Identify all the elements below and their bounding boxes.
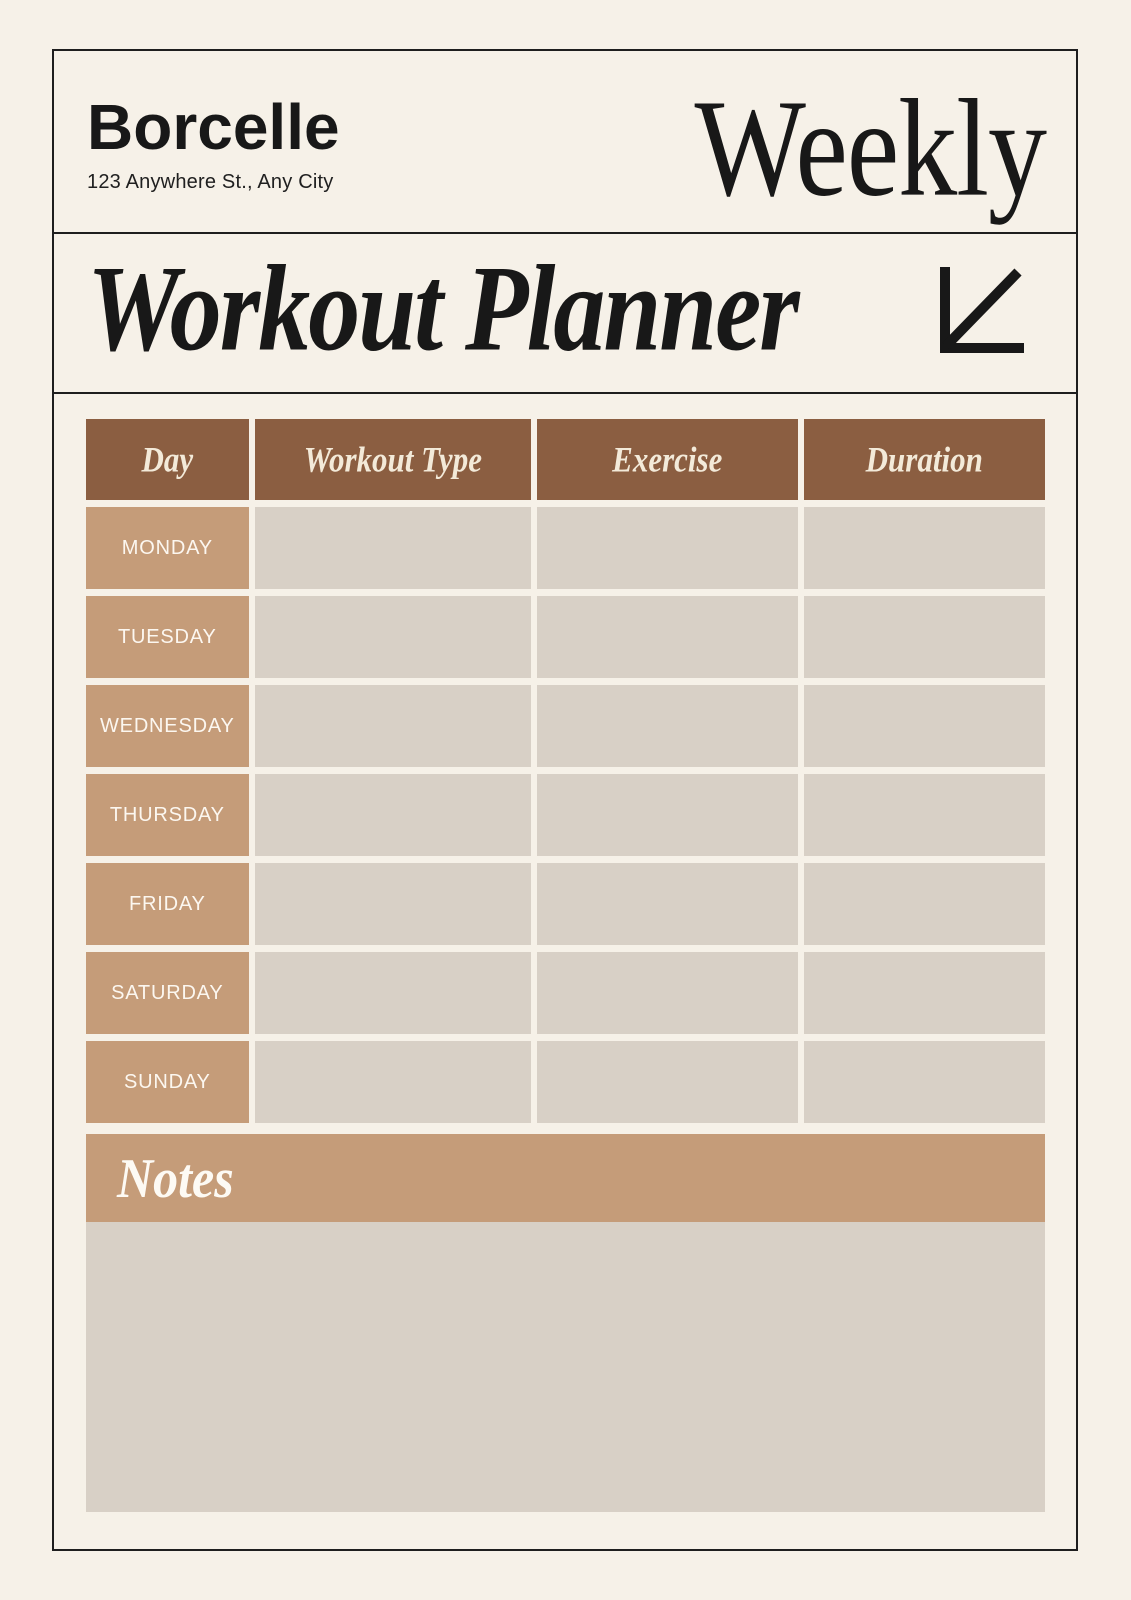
workout-type-cell bbox=[255, 1041, 531, 1123]
day-cell-saturday: SATURDAY bbox=[86, 952, 249, 1034]
workout-type-cell bbox=[255, 685, 531, 767]
column-header-day bbox=[86, 419, 249, 500]
column-header-label: Workout Type bbox=[303, 438, 482, 480]
day-cell-tuesday: TUESDAY bbox=[86, 596, 249, 678]
workout-type-cell bbox=[255, 863, 531, 945]
brand-address: 123 Anywhere St., Any City bbox=[87, 171, 334, 193]
duration-cell bbox=[804, 774, 1045, 856]
title-band bbox=[54, 234, 1076, 394]
edition-title: Weekly bbox=[694, 70, 1046, 226]
day-cell-thursday: THURSDAY bbox=[86, 774, 249, 856]
exercise-cell bbox=[537, 596, 797, 678]
day-cell-wednesday: WEDNESDAY bbox=[86, 685, 249, 767]
duration-cell bbox=[804, 507, 1045, 589]
duration-cell bbox=[804, 1041, 1045, 1123]
page-title: Workout Planner bbox=[87, 241, 798, 377]
duration-cell bbox=[804, 596, 1045, 678]
exercise-cell bbox=[537, 774, 797, 856]
exercise-cell bbox=[537, 1041, 797, 1123]
exercise-cell bbox=[537, 863, 797, 945]
planner-page-frame bbox=[52, 49, 1078, 1551]
duration-cell bbox=[804, 952, 1045, 1034]
day-cell-sunday: SUNDAY bbox=[86, 1041, 249, 1123]
exercise-cell bbox=[537, 685, 797, 767]
column-header-label: Duration bbox=[865, 438, 983, 480]
exercise-cell bbox=[537, 507, 797, 589]
arrow-down-left-icon bbox=[938, 266, 1024, 354]
column-header-label: Day bbox=[141, 438, 194, 480]
column-header-workout-type bbox=[255, 419, 531, 500]
day-cell-monday: MONDAY bbox=[86, 507, 249, 589]
header-band bbox=[54, 51, 1076, 234]
brand-block bbox=[87, 91, 340, 194]
notes-area bbox=[86, 1222, 1045, 1512]
duration-cell bbox=[804, 863, 1045, 945]
workout-type-cell bbox=[255, 596, 531, 678]
workout-type-cell bbox=[255, 952, 531, 1034]
column-header-label: Exercise bbox=[612, 438, 723, 480]
column-header-duration bbox=[804, 419, 1045, 500]
column-header-exercise bbox=[537, 419, 797, 500]
schedule-table bbox=[86, 419, 1045, 1123]
content-area bbox=[54, 394, 1076, 1549]
day-cell-friday: FRIDAY bbox=[86, 863, 249, 945]
workout-type-cell bbox=[255, 774, 531, 856]
exercise-cell bbox=[537, 952, 797, 1034]
brand-name: Borcelle bbox=[87, 91, 340, 163]
notes-header bbox=[86, 1134, 1045, 1222]
workout-type-cell bbox=[255, 507, 531, 589]
duration-cell bbox=[804, 685, 1045, 767]
notes-label: Notes bbox=[117, 1146, 234, 1210]
